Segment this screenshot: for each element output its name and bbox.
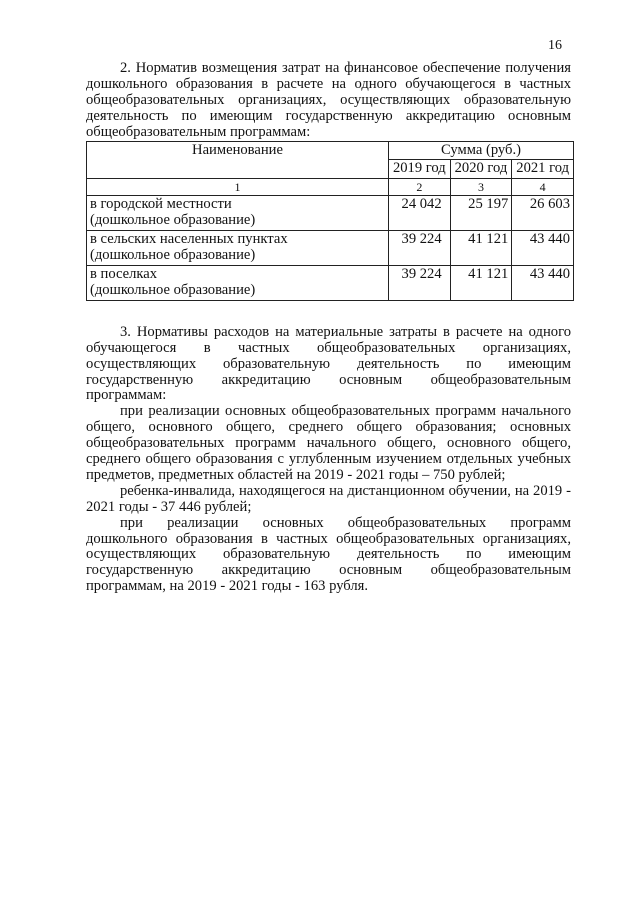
header-year-2021: 2021 год: [512, 160, 574, 179]
index-cell: 4: [512, 179, 574, 196]
section-gap: [86, 301, 571, 325]
index-cell: 1: [87, 179, 389, 196]
norm-table: [86, 141, 574, 301]
section-3-intro: 3. Нормативы расходов на материальные затраты в расчете на одного обучающегося в частных общеобразовательных организациях, осуществляющих образовательную деятельность по имеющим государственную аккредитацию основным общеобразовательным программам:: [86, 323, 571, 404]
section-3-item-2: ребенка-инвалида, находящегося на дистанционном обучении, на 2019 - 2021 годы - 37 446 рублей;: [86, 482, 571, 515]
value-2019: 24 042: [389, 196, 451, 231]
section-2-paragraph: 2. Норматив возмещения затрат на финансовое обеспечение получения дошкольного образования в расчете на одного обучающегося в частных общеобразовательных организациях, осуществляющих образовательную деятельность по имеющим государственную аккредитацию основным общеобразовательным программам:: [86, 60, 571, 140]
row-name: в поселках: [90, 265, 158, 282]
table-index-row: [87, 179, 574, 196]
row-name-cell: [87, 231, 389, 266]
table-header-row: [87, 141, 574, 160]
row-note: (дошкольное образование): [90, 281, 256, 298]
header-year-2020: 2020 год: [450, 160, 512, 179]
table-row: [87, 196, 574, 231]
row-note: (дошкольное образование): [90, 247, 256, 264]
row-name: в сельских населенных пунктах: [90, 231, 288, 248]
value-2020: 41 121: [450, 265, 512, 300]
header-sum: Сумма (руб.): [389, 141, 574, 160]
index-cell: 2: [389, 179, 451, 196]
section-3-item-3: при реализации основных общеобразовательных программ дошкольного образования в частных общеобразовательных организациях, осуществляющих образовательную деятельность по имеющим государственную аккредитацию основным общеобразовательным программам, на 2019 - 2021 годы - 163 рубля.: [86, 514, 571, 595]
section-3-item-1: при реализации основных общеобразовательных программ начального общего, основного общего, среднего общего образования; основных общеобразовательных программ начального общего, основного общего, среднего общего образования с углубленным изучением отдельных учебных предметов, предметных областей на 2019 - 2021 годы – 750 рублей;: [86, 403, 571, 483]
row-name-cell: [87, 196, 389, 231]
row-note: (дошкольное образование): [90, 212, 256, 229]
value-2020: 41 121: [450, 231, 512, 266]
header-name: Наименование: [87, 141, 389, 179]
table-row: [87, 265, 574, 300]
page-number: 16: [548, 38, 562, 53]
value-2019: 39 224: [389, 231, 451, 266]
document-body: [86, 61, 571, 595]
row-name-cell: [87, 265, 389, 300]
index-cell: 3: [450, 179, 512, 196]
value-2019: 39 224: [389, 265, 451, 300]
table-row: [87, 231, 574, 266]
value-2021: 26 603: [512, 196, 574, 231]
value-2021: 43 440: [512, 265, 574, 300]
header-year-2019: 2019 год: [389, 160, 451, 179]
row-name: в городской местности: [90, 196, 232, 213]
value-2021: 43 440: [512, 231, 574, 266]
value-2020: 25 197: [450, 196, 512, 231]
